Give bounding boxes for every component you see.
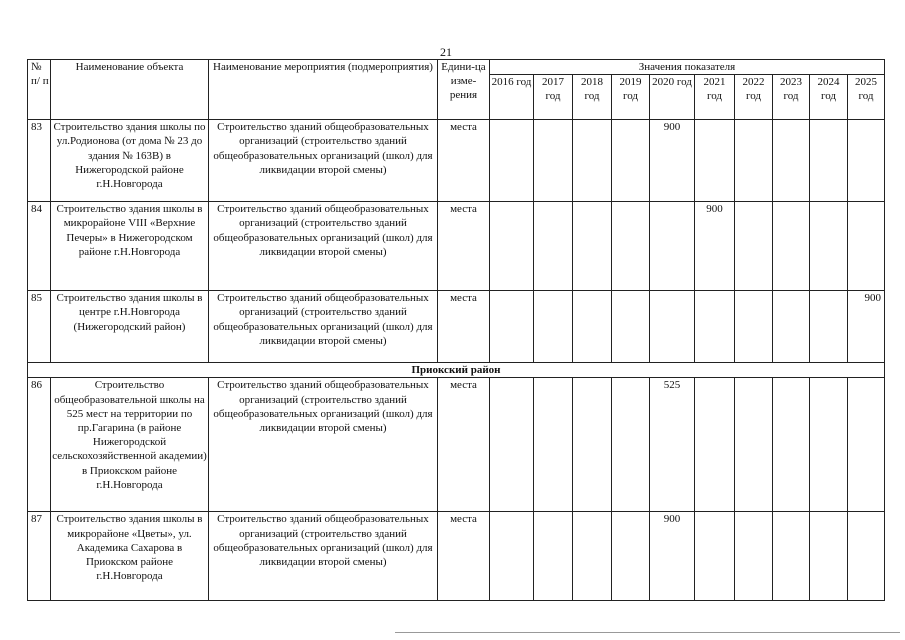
unit-cell: места [438,378,490,512]
object-name: Строительство общеобразовательной школы на 525 мест на территории по пр.Гагарина (в районе Нижегородской сельскохозяйственной академии) в Приокском районе г.Н.Новгорода [51,378,209,512]
unit-cell: места [438,120,490,202]
value-2019 [612,120,650,202]
value-2018 [573,202,612,291]
value-2018 [573,512,612,601]
indicator-value: 900 [663,121,681,134]
event-name: Строительство зданий общеобразовательных организаций (строительство зданий общеобразовательных организаций (школ) для ликвидации второй смены) [209,512,438,601]
value-2016 [490,378,534,512]
value-2021 [695,512,735,601]
table-row [28,378,885,512]
value-2022 [735,120,773,202]
value-2020 [650,291,695,363]
table-row [28,512,885,601]
object-name: Строительство здания школы в центре г.Н.Новгорода (Нижегородский район) [51,291,209,363]
value-2024 [810,291,848,363]
value-2017 [534,120,573,202]
value-2017 [534,291,573,363]
header-year-2018: 2018 год [573,75,612,120]
header-year-2023: 2023 год [773,75,810,120]
event-name: Строительство зданий общеобразовательных организаций (строительство зданий общеобразовательных организаций (школ) для ликвидации второй смены) [209,378,438,512]
value-2024 [810,120,848,202]
header-num: № п/ п [28,60,51,120]
header-year-2020: 2020 год [650,75,695,120]
value-2016 [490,120,534,202]
value-2017 [534,378,573,512]
value-2020 [650,120,695,202]
header-year-2022: 2022 год [735,75,773,120]
indicator-table [27,59,885,601]
value-2017 [534,512,573,601]
value-2020 [650,378,695,512]
event-name: Строительство зданий общеобразовательных организаций (строительство зданий общеобразовательных организаций (школ) для ликвидации второй смены) [209,202,438,291]
value-2023 [773,512,810,601]
value-2016 [490,512,534,601]
header-year-2025: 2025 год [848,75,885,120]
value-2016 [490,202,534,291]
value-2020 [650,512,695,601]
scan-artifact-line [395,632,900,633]
value-2022 [735,291,773,363]
header-values: Значения показателя [490,60,885,75]
row-number: 87 [28,512,51,601]
header-event: Наименование мероприятия (подмероприятия) [209,60,438,120]
value-2016 [490,291,534,363]
value-2023 [773,120,810,202]
row-number: 86 [28,378,51,512]
value-2023 [773,378,810,512]
value-2022 [735,202,773,291]
value-2022 [735,512,773,601]
value-2017 [534,202,573,291]
value-2021 [695,120,735,202]
value-2018 [573,378,612,512]
value-2025 [848,291,885,363]
unit-cell: места [438,202,490,291]
value-2021 [695,291,735,363]
table-row [28,120,885,202]
section-title: Приокский район [28,363,885,378]
unit-cell: места [438,512,490,601]
header-unit: Едини-ца изме-рения [438,60,490,120]
value-2018 [573,291,612,363]
page-number: 21 [440,45,452,59]
row-number: 84 [28,202,51,291]
table-row [28,202,885,291]
value-2025 [848,378,885,512]
indicator-value: 525 [663,379,681,392]
row-number: 83 [28,120,51,202]
section-row [28,363,885,378]
value-2023 [773,291,810,363]
header-year-2024: 2024 год [810,75,848,120]
header-year-2021: 2021 год [695,75,735,120]
indicator-value: 900 [663,513,681,526]
row-number: 85 [28,291,51,363]
table-row [28,291,885,363]
header-year-2017: 2017 год [534,75,573,120]
value-2021 [695,378,735,512]
object-name: Строительство здания школы в микрорайоне «Цветы», ул. Академика Сахарова в Приокском районе г.Н.Новгорода [51,512,209,601]
value-2019 [612,291,650,363]
value-2019 [612,512,650,601]
value-2025 [848,512,885,601]
event-name: Строительство зданий общеобразовательных организаций (строительство зданий общеобразовательных организаций (школ) для ликвидации второй смены) [209,291,438,363]
event-name: Строительство зданий общеобразовательных организаций (строительство зданий общеобразовательных организаций (школ) для ликвидации второй смены) [209,120,438,202]
object-name: Строительство здания школы по ул.Родионова (от дома № 23 до здания № 163В) в Нижегородской районе г.Н.Новгорода [51,120,209,202]
value-2021 [695,202,735,291]
header-year-2016: 2016 год [490,75,534,120]
header-row-top [28,60,885,75]
object-name: Строительство здания школы в микрорайоне VIII «Верхние Печеры» в Нижегородском районе г.Н.Новгорода [51,202,209,291]
indicator-value: 900 [864,292,881,305]
indicator-value: 900 [706,203,723,216]
value-2025 [848,120,885,202]
header-object: Наименование объекта [51,60,209,120]
unit-cell: места [438,291,490,363]
value-2018 [573,120,612,202]
value-2024 [810,512,848,601]
value-2025 [848,202,885,291]
value-2023 [773,202,810,291]
value-2020 [650,202,695,291]
value-2022 [735,378,773,512]
value-2024 [810,378,848,512]
value-2024 [810,202,848,291]
value-2019 [612,378,650,512]
value-2019 [612,202,650,291]
header-year-2019: 2019 год [612,75,650,120]
